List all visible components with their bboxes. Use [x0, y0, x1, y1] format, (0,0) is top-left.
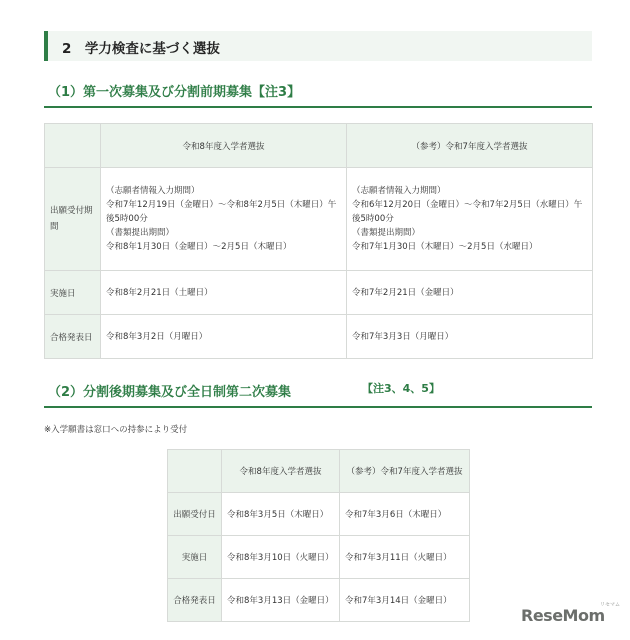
table-header-row	[45, 124, 593, 168]
result-date-r7: 令和7年3月3日（月曜日）	[347, 315, 593, 359]
table-row	[168, 579, 470, 622]
exam-date-r8: 令和8年2月21日（土曜日）	[101, 271, 347, 315]
part1-heading	[44, 82, 592, 108]
application-period-r7: （志願者情報入力期間） 令和6年12月20日（金曜日）～令和7年2月5日（水曜日）午 後5時00分 （書類提出期間） 令和7年1月30日（木曜日）～2月5日（水曜日）	[347, 168, 593, 271]
section-title: 2 学力検査に基づく選抜	[62, 41, 220, 57]
exam-date-r7: 令和7年3月11日（火曜日）	[340, 536, 470, 579]
part2-table	[167, 449, 470, 622]
table-row	[45, 168, 593, 271]
table-header-r8: 令和8年度入学者選抜	[222, 450, 340, 493]
table-row	[45, 271, 593, 315]
exam-date-r7: 令和7年2月21日（金曜日）	[347, 271, 593, 315]
row-label: 合格発表日	[168, 579, 222, 622]
row-label: 出願受付日	[168, 493, 222, 536]
table-header-r7: （参考）令和7年度入学者選抜	[340, 450, 470, 493]
result-date-r7: 令和7年3月14日（金曜日）	[340, 579, 470, 622]
part1-note: 【注3】	[252, 85, 301, 100]
part2-heading-text: （2）分割後期募集及び全日制第二次募集	[48, 385, 292, 400]
part2-note: 【注3、4、5】	[362, 382, 440, 395]
resemom-logo-kana: リセマム	[600, 602, 620, 608]
table-row	[168, 493, 470, 536]
row-label: 合格発表日	[45, 315, 101, 359]
section-header	[44, 31, 592, 61]
exam-date-r8: 令和8年3月10日（火曜日）	[222, 536, 340, 579]
table-header-r7: （参考）令和7年度入学者選抜	[347, 124, 593, 168]
table-header-empty	[168, 450, 222, 493]
result-date-r8: 令和8年3月13日（金曜日）	[222, 579, 340, 622]
table-header-empty	[45, 124, 101, 168]
table-row	[168, 536, 470, 579]
part1-heading-text: （1）第一次募集及び分割前期募集	[48, 85, 253, 100]
row-label: 実施日	[168, 536, 222, 579]
row-label: 実施日	[45, 271, 101, 315]
table-header-r8: 令和8年度入学者選抜	[101, 124, 347, 168]
application-date-r8: 令和8年3月5日（木曜日）	[222, 493, 340, 536]
part1-table	[44, 123, 593, 359]
row-label: 出願受付期 間	[45, 168, 101, 271]
application-date-r7: 令和7年3月6日（木曜日）	[340, 493, 470, 536]
table-row	[45, 315, 593, 359]
part2-heading	[44, 382, 592, 408]
table-header-row	[168, 450, 470, 493]
resemom-logo: ReseMom	[521, 606, 605, 625]
submission-notice: ※入学願書は窓口への持参により受付	[44, 425, 188, 435]
result-date-r8: 令和8年3月2日（月曜日）	[101, 315, 347, 359]
application-period-r8: （志願者情報入力期間） 令和7年12月19日（金曜日）～令和8年2月5日（木曜日）午 後5時00分 （書類提出期間） 令和8年1月30日（金曜日）～2月5日（木曜日）	[101, 168, 347, 271]
